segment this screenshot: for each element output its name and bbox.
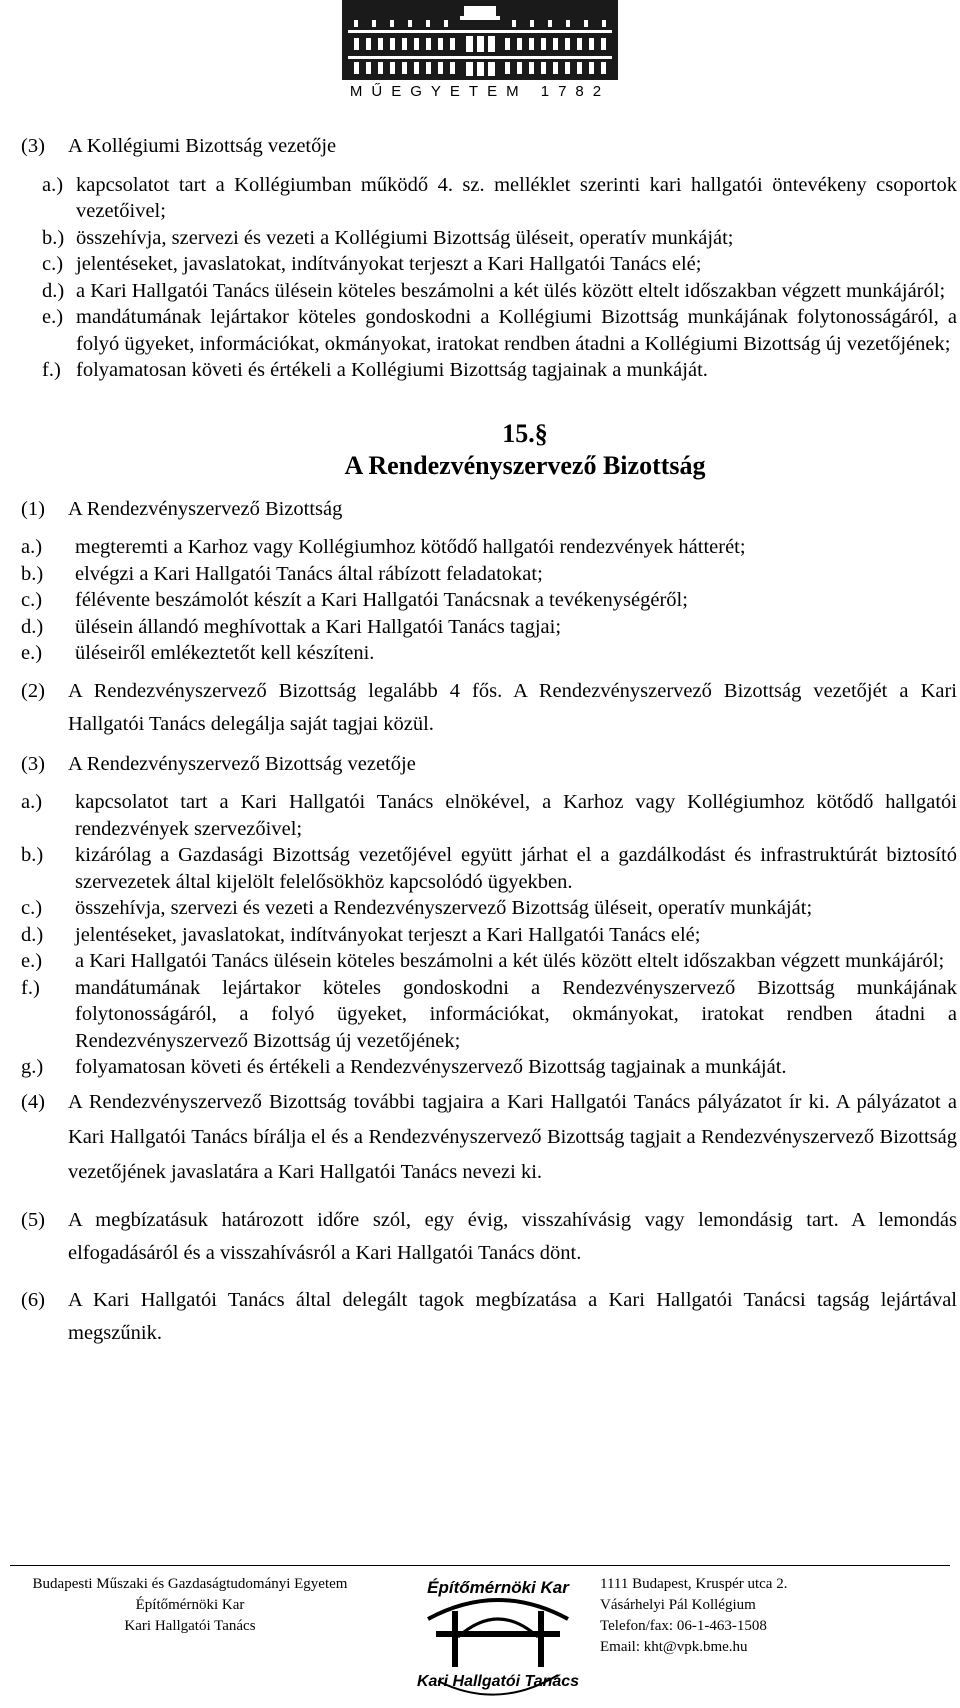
paragraph-number: (3): [21, 752, 45, 775]
list-item: [21, 975, 957, 1055]
list-text: mandátumának lejártakor köteles gondoskodni a Rendezvényszervező Bizottság munkájának folytonosságáról, a folyó ügyeket, információkat, okmányokat, iratokat rendben átadni a Rendezvényszervező Bizottság új vezetőjének;: [75, 976, 957, 1052]
list-label: a.): [21, 536, 43, 558]
paragraph-5: [21, 1204, 957, 1270]
paragraph-title: A Kollégiumi Bizottság vezetője: [68, 135, 337, 157]
footer-university: Budapesti Műszaki és Gazdaságtudományi Egyetem: [32, 1576, 348, 1592]
list-label: g.): [21, 1056, 44, 1078]
footer-contact: [600, 1574, 920, 1658]
paragraph-number: (5): [21, 1208, 45, 1231]
list-label: f.): [42, 359, 61, 381]
list-item: [21, 640, 957, 667]
council-seal: [408, 1571, 588, 1701]
paragraph-4: [21, 1085, 957, 1190]
list-item: [21, 278, 957, 305]
list-item: [21, 587, 957, 614]
list-label: e.): [42, 306, 64, 328]
list-label: a.): [21, 791, 43, 813]
paragraph-text: A Rendezvényszervező Bizottság további tagjaira a Kari Hallgatói Tanács pályázatot ír ki. A pályázatot a Kari Hallgatói Tanács bírálja el és a Rendezvényszervező Bizottság tagjait a Rendezvényszervező Bizottság vezetőjének javaslatára a Kari Hallgatói Tanács nevezi ki.: [68, 1090, 957, 1183]
list-text: félévente beszámolót készít a Kari Hallgatói Tanácsnak a tevékenységéről;: [75, 589, 688, 611]
list-rendezvenyszervezo-vezeto: [21, 789, 957, 1081]
paragraph-number: (2): [21, 679, 45, 702]
list-label: d.): [21, 615, 44, 638]
page-footer: [0, 1565, 960, 1703]
list-label: c.): [21, 897, 43, 919]
list-text: üléseiről emlékeztetőt kell készíteni.: [75, 642, 375, 664]
paragraph-text: A Kari Hallgatói Tanács által delegált tagok megbízatása a Kari Hallgatói Tanácsi tagság lejártával megszűnik.: [68, 1288, 957, 1344]
list-label: b.): [42, 226, 65, 249]
paragraph-6: [21, 1284, 957, 1350]
paragraph-number: (1): [21, 497, 45, 520]
paragraph-title: A Rendezvényszervező Bizottság vezetője: [68, 752, 416, 775]
list-kollegiumi-vezeto: [21, 172, 957, 384]
list-text: összehívja, szervezi és vezeti a Kollégiumi Bizottság üléseit, operatív munkáját;: [76, 226, 734, 249]
list-text: folyamatosan követi és értékeli a Kollégiumi Bizottság tagjainak a munkáját.: [76, 359, 708, 381]
paragraph-number: (3): [21, 135, 45, 157]
list-item: [21, 614, 957, 641]
list-label: e.): [21, 642, 43, 664]
footer-phone: Telefon/fax: 06-1-463-1508: [600, 1618, 767, 1634]
list-text: kapcsolatot tart a Kollégiumban működő 4. sz. melléklet szerinti kari hallgatói öntevékeny csoportok vezetőivel;: [76, 173, 957, 222]
university-motto: MŰEGYETEM 1782: [349, 83, 611, 100]
list-text: a Kari Hallgatói Tanács ülésein köteles beszámolni a két ülés között eltelt időszakban végzett munkájáról;: [76, 279, 946, 302]
list-item: [21, 922, 957, 949]
list-text: jelentéseket, javaslatokat, indítványokat terjeszt a Kari Hallgatói Tanács elé;: [76, 253, 702, 275]
list-text: a Kari Hallgatói Tanács ülésein köteles beszámolni a két ülés között eltelt időszakban végzett munkájáról;: [75, 950, 945, 972]
footer-email: Email: kht@vpk.bme.hu: [600, 1639, 748, 1655]
list-label: b.): [21, 844, 44, 866]
list-label: f.): [21, 976, 40, 999]
list-text: megteremti a Karhoz vagy Kollégiumhoz kötődő hallgatói rendezvények hátterét;: [75, 536, 746, 558]
document-body: [21, 133, 957, 1350]
paragraph-2: [21, 675, 957, 741]
paragraph-text: A Rendezvényszervező Bizottság legalább 4 fős. A Rendezvényszervező Bizottság vezetőjét a Kari Hallgatói Tanács delegálja saját tagjai közül.: [68, 679, 957, 735]
list-text: mandátumának lejártakor köteles gondoskodni a Kollégiumi Bizottság munkájának folytonosságáról, a folyó ügyeket, információkat, okmányokat, iratokat rendben átadni a Kollégiumi Bizottság új vezetőjének;: [76, 306, 957, 355]
list-item: [21, 1054, 957, 1081]
seal-bottom-text: Kari Hallgatói Tanács: [416, 1673, 580, 1690]
footer-dormitory: Vásárhelyi Pál Kollégium: [600, 1597, 756, 1613]
list-label: c.): [42, 253, 64, 275]
footer-address: 1111 Budapest, Kruspér utca 2.: [600, 1576, 788, 1592]
section-number: 15.§: [502, 418, 548, 448]
section-title: A Rendezvényszervező Bizottság: [344, 450, 706, 480]
footer-faculty: Építőmérnöki Kar: [135, 1597, 245, 1613]
list-item: [21, 304, 957, 357]
paragraph-3-kollegiumi-vezeto: [21, 133, 957, 160]
list-text: kizárólag a Gazdasági Bizottság vezetőjével együtt járhat el a gazdálkodást és infrastruktúrát biztosító szervezetek által kijelölt felelősökhöz kapcsolódó ügyekben.: [75, 844, 957, 893]
list-label: a.): [42, 173, 64, 196]
paragraph-1: [21, 496, 957, 523]
list-label: d.): [21, 923, 44, 946]
seal-top-text: Építőmérnöki Kar: [427, 1578, 569, 1597]
list-text: kapcsolatot tart a Kari Hallgatói Tanács elnökével, a Karhoz vagy Kollégiumhoz kötődő hallgatói rendezvények szervezőivel;: [75, 791, 957, 840]
list-text: ülésein állandó meghívottak a Kari Hallgatói Tanács tagjai;: [75, 615, 562, 638]
paragraph-number: (4): [21, 1090, 45, 1113]
list-item: [21, 172, 957, 225]
list-item: [21, 561, 957, 588]
footer-council: Kari Hallgatói Tanács: [124, 1618, 256, 1634]
list-text: összehívja, szervezi és vezeti a Rendezvényszervező Bizottság üléseit, operatív munkáját;: [75, 897, 813, 919]
list-text: elvégzi a Kari Hallgatói Tanács által rábízott feladatokat;: [75, 562, 543, 585]
list-item: [21, 251, 957, 278]
footer-institution: [10, 1574, 370, 1637]
paragraph-number: (6): [21, 1288, 45, 1311]
list-label: b.): [21, 562, 44, 585]
paragraph-text: A megbízatásuk határozott időre szól, egy évig, visszahívásig vagy lemondásig tart. A lemondás elfogadásáról és a visszahívásról a Kari Hallgatói Tanács dönt.: [68, 1208, 957, 1264]
list-item: [21, 842, 957, 895]
list-item: [21, 534, 957, 561]
list-item: [21, 357, 957, 384]
building-icon: [342, 0, 618, 80]
list-label: e.): [21, 950, 43, 972]
list-item: [21, 225, 957, 252]
list-label: c.): [21, 589, 43, 611]
footer-divider: [10, 1565, 950, 1566]
paragraph-title: A Rendezvényszervező Bizottság: [68, 497, 343, 520]
paragraph-3: [21, 751, 957, 778]
list-item: [21, 789, 957, 842]
list-text: jelentéseket, javaslatokat, indítványokat terjeszt a Kari Hallgatói Tanács elé;: [75, 923, 701, 946]
list-item: [21, 948, 957, 975]
list-label: d.): [42, 279, 65, 302]
list-text: folyamatosan követi és értékeli a Rendezvényszervező Bizottság tagjainak a munkáját.: [75, 1056, 787, 1078]
list-rendezvenyszervezo: [21, 534, 957, 667]
list-item: [21, 895, 957, 922]
